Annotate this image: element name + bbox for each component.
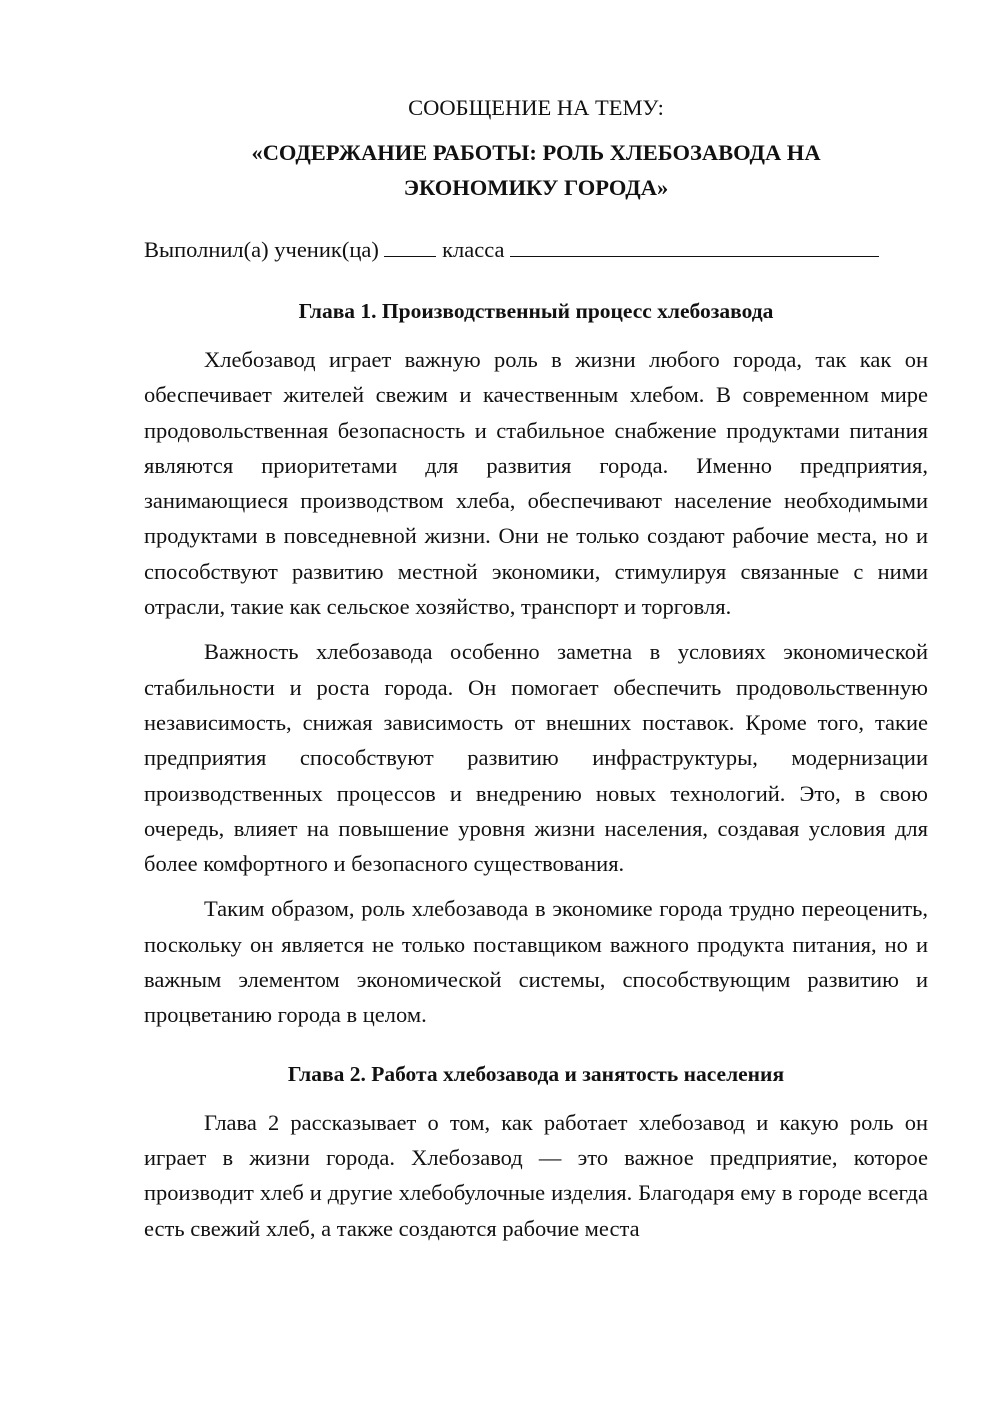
document-title-line-1: СООБЩЕНИЕ НА ТЕМУ: (408, 95, 664, 120)
document-page (144, 88, 928, 1256)
grade-blank (384, 234, 436, 257)
class-label: класса (442, 237, 505, 262)
chapter-1-paragraph-3: Таким образом, роль хлебозавода в экономике города трудно переоценить, поскольку он является не только поставщиком важного продукта питания, но и важным элементом экономической системы, способствующим развитию и процветанию города в целом. (144, 896, 928, 1028)
chapter-2-heading: Глава 2. Работа хлебозавода и занятость населения (287, 1061, 785, 1086)
document-title-line-2: «СОДЕРЖАНИЕ РАБОТЫ: РОЛЬ ХЛЕБОЗАВОДА НА (251, 140, 821, 165)
chapter-1-paragraph-1: Хлебозавод играет важную роль в жизни любого города, так как он обеспечивает жителей свежим и качественным хлебом. В современном мире продовольственная безопасность и стабильное снабжение продуктами питания являются приоритетами для развития города. Именно предприятия, занимающиеся производством хлеба, обеспечивают население необходимыми продуктами в повседневной жизни. Они не только создают рабочие места, но и способствуют развитию местной экономики, стимулируя связанные с ними отрасли, такие как сельское хозяйство, транспорт и торговля. (144, 347, 928, 620)
chapter-1-heading: Глава 1. Производственный процесс хлебозавода (298, 299, 774, 323)
chapter-1-paragraph-2: Важность хлебозавода особенно заметна в условиях экономической стабильности и роста города. Он помогает обеспечить продовольственную независимость, снижая зависимость от внешних поставок. Кроме того, такие предприятия способствуют развитию инфраструктуры, модернизации производственных процессов и внедрению новых технологий. Это, в свою очередь, влияет на повышение уровня жизни населения, создавая условия для более комфортного и безопасного существования. (144, 639, 928, 877)
author-prefix: Выполнил(а) ученик(ца) (144, 237, 379, 262)
chapter-2-paragraph-1: Глава 2 рассказывает о том, как работает хлебозавод и какую роль он играет в жизни города. Хлебозавод — это важное предприятие, которое производит хлеб и другие хлебобулочные изделия. Благодаря ему в городе всегда есть свежий хлеб, а также создаются рабочие места (144, 1109, 928, 1241)
name-blank (510, 234, 879, 257)
document-title-line-3: ЭКОНОМИКУ ГОРОДА» (403, 175, 669, 200)
author-line (144, 230, 928, 270)
